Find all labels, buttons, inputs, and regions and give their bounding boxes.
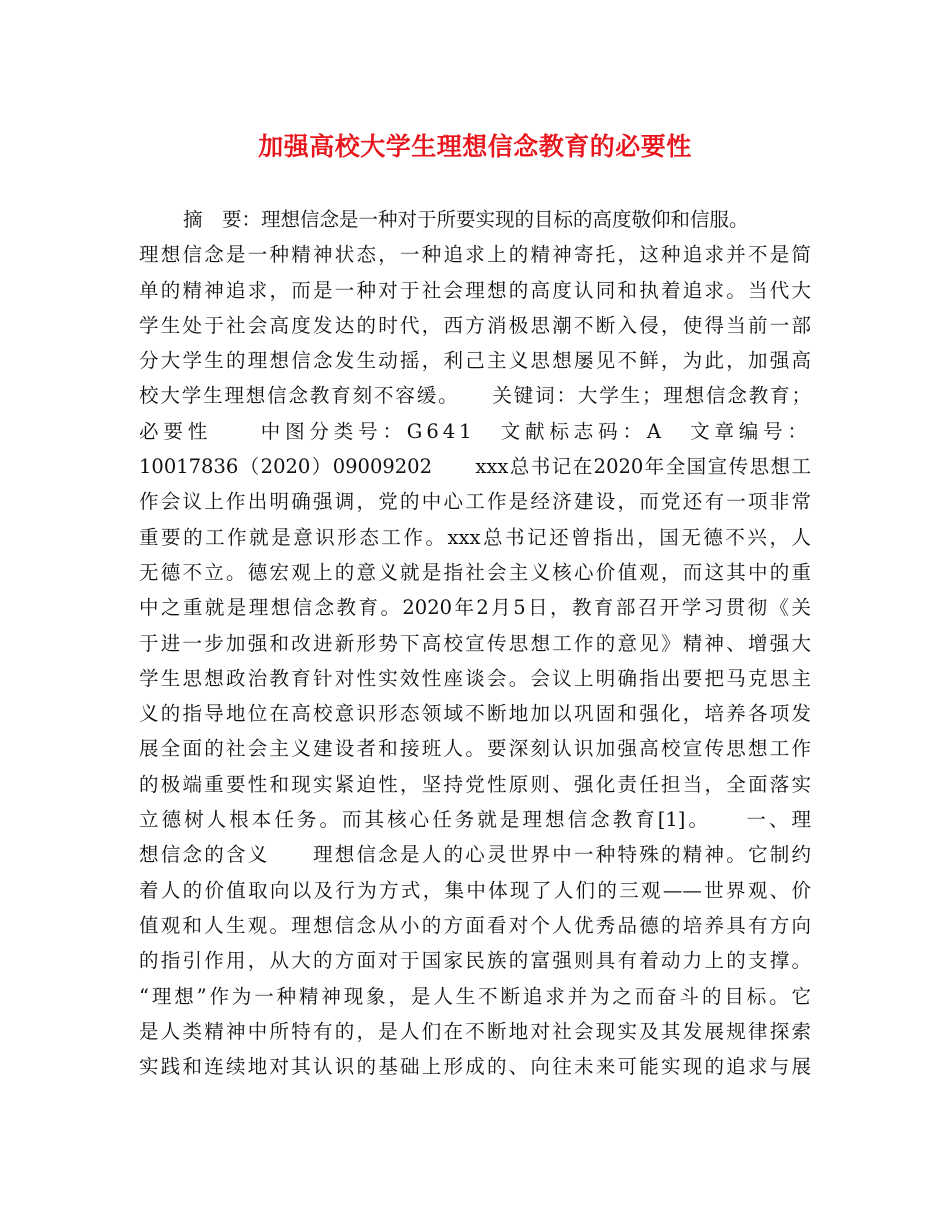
body-line-17: 的极端重要性和现实紧迫性，坚持党性原则、强化责任担当，全面落实 [139, 772, 811, 796]
body-line-3: 单的精神追求，而是一种对于社会理想的高度认同和执着追求。当代大 [139, 278, 811, 302]
body-line-11: 无德不立。德宏观上的意义就是指社会主义核心价值观，而这其中的重 [139, 560, 811, 584]
body-line-15: 义的指导地位在高校意识形态领域不断地加以巩固和强化，培养各项发 [139, 702, 811, 726]
body-line-24: 是人类精神中所特有的，是人们在不断地对社会现实及其发展规律探索 [139, 1019, 811, 1043]
body-line-10: 重要的工作就是意识形态工作。xxx总书记还曾指出，国无德不兴，人 [139, 525, 811, 549]
body-line-14: 学生思想政治教育针对性实效性座谈会。会议上明确指出要把马克思主 [139, 666, 811, 690]
body-line-1: 摘 要：理想信念是一种对于所要实现的目标的高度敬仰和信服。 [183, 208, 749, 231]
body-line-8: 10017836（2020）09009202 xxx总书记在2020年全国宣传思想工 [139, 455, 811, 479]
body-line-21: 值观和人生观。理想信念从小的方面看对个人优秀品德的培养具有方向 [139, 913, 811, 937]
body-line-22: 的指引作用，从大的方面对于国家民族的富强则具有着动力上的支撑。 [139, 949, 811, 973]
body-line-20: 着人的价值取向以及行为方式，集中体现了人们的三观——世界观、价 [139, 878, 811, 902]
body-line-4: 学生处于社会高度发达的时代，西方消极思潮不断入侵，使得当前一部 [139, 313, 811, 337]
document-title: 加强高校大学生理想信念教育的必要性 [258, 132, 692, 161]
body-line-16: 展全面的社会主义建设者和接班人。要深刻认识加强高校宣传思想工作 [139, 737, 811, 761]
body-line-19: 想信念的含义 理想信念是人的心灵世界中一种特殊的精神。它制约 [139, 843, 811, 867]
body-line-13: 于进一步加强和改进新形势下高校宣传思想工作的意见》精神、增强大 [139, 631, 811, 655]
body-line-18: 立德树人根本任务。而其核心任务就是理想信念教育[1]。 一、理 [139, 808, 811, 832]
body-line-9: 作会议上作出明确强调，党的中心工作是经济建设，而党还有一项非常 [139, 490, 811, 514]
body-line-7: 必要性 中图分类号：G641 文献标志码：A 文章编号： [139, 419, 811, 443]
body-line-5: 分大学生的理想信念发生动摇，利己主义思想屡见不鲜，为此，加强高 [139, 349, 811, 373]
body-line-25: 实践和连续地对其认识的基础上形成的、向往未来可能实现的追求与展 [139, 1055, 811, 1079]
body-line-6: 校大学生理想信念教育刻不容缓。 关键词：大学生；理想信念教育； [139, 384, 811, 408]
body-line-12: 中之重就是理想信念教育。2020年2月5日，教育部召开学习贯彻《关 [139, 596, 811, 620]
body-line-2: 理想信念是一种精神状态，一种追求上的精神寄托，这种追求并不是简 [139, 243, 811, 267]
body-line-23: “理想”作为一种精神现象，是人生不断追求并为之而奋斗的目标。它 [139, 984, 811, 1008]
document-body [139, 202, 811, 1084]
